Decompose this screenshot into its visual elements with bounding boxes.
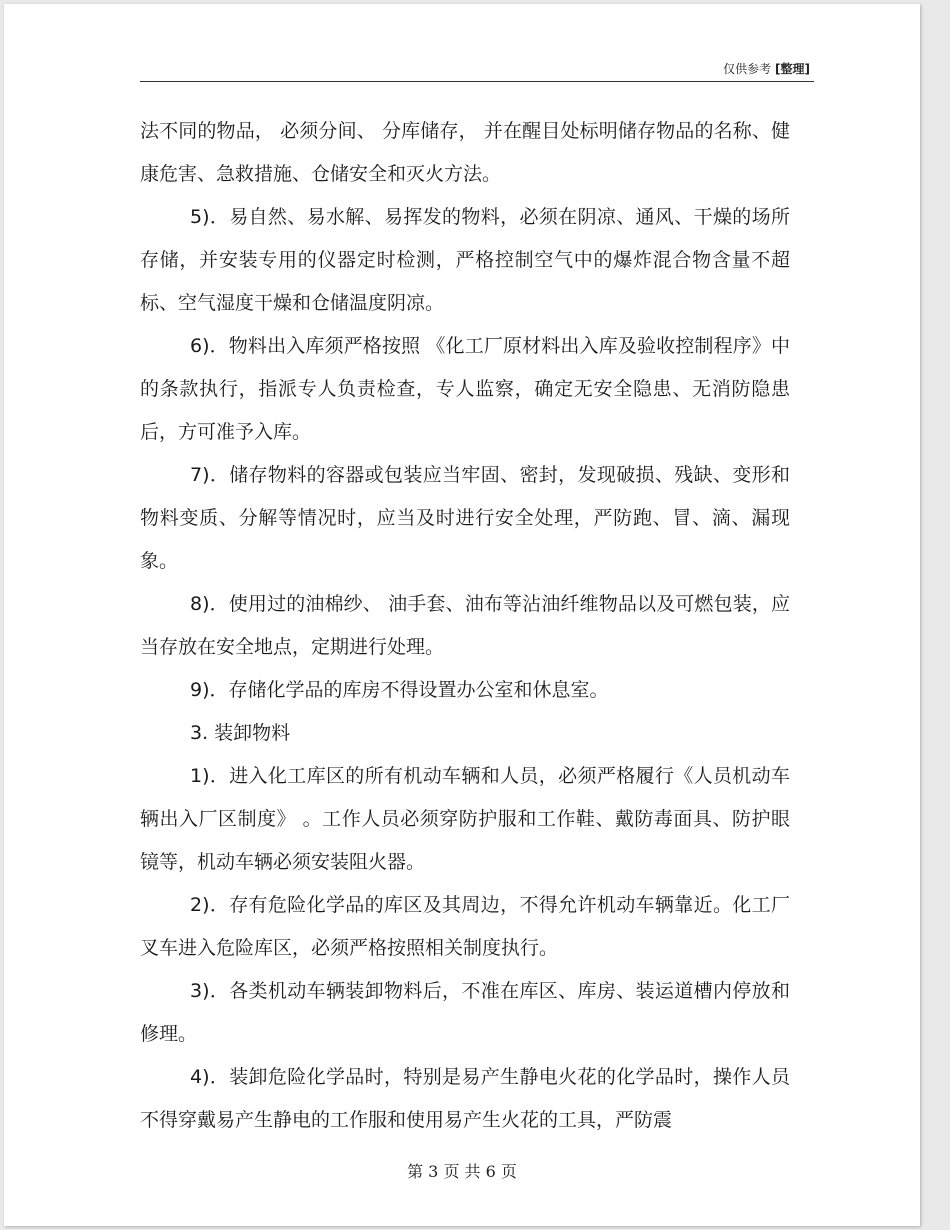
document-body [140,110,790,1142]
paragraph: 8)．使用过的油棉纱、 油手套、油布等沾油纤维物品以及可燃包装，应当存放在安全地点，定期进行处理。 [140,593,790,658]
page-header [723,60,810,77]
header-label: 仅供参考 [723,62,772,76]
page-footer: 第 3 页 共 6 页 [407,1162,517,1181]
header-tag: [整理] [775,62,810,76]
paragraph: 6)．物料出入库须严格按照 《化工厂原材料出入库及验收控制程序》中的条款执行，指派专人负责检查，专人监察，确定无安全隐患、无消防隐患后，方可准予入库。 [140,335,790,443]
paragraph: 3. 装卸物料 [190,722,291,744]
paragraph: 法不同的物品， 必须分间、 分库储存， 并在醒目处标明储存物品的名称、健康危害、急救措施、仓储安全和灭火方法。 [140,120,790,185]
document-page [4,4,920,1226]
paragraph: 1)．进入化工库区的所有机动车辆和人员，必须严格履行《人员机动车辆出入厂区制度》 。工作人员必须穿防护服和工作鞋、戴防毒面具、防护眼镜等，机动车辆必须安装阻火器。 [140,765,790,873]
paragraph: 3)．各类机动车辆装卸物料后，不准在库区、库房、装运道槽内停放和修理。 [140,980,790,1045]
paragraph: 9)．存储化学品的库房不得设置办公室和休息室。 [190,679,609,701]
paragraph: 5)．易自然、易水解、易挥发的物料，必须在阴凉、通风、干燥的场所存储，并安装专用的仪器定时检测，严格控制空气中的爆炸混合物含量不超标、空气湿度干燥和仓储温度阴凉。 [140,206,790,314]
paragraph: 4)．装卸危险化学品时，特别是易产生静电火花的化学品时，操作人员不得穿戴易产生静电的工作服和使用易产生火花的工具，严防震 [140,1066,790,1131]
paragraph: 7)．储存物料的容器或包装应当牢固、密封，发现破损、残缺、变形和物料变质、分解等情况时，应当及时进行安全处理，严防跑、冒、滴、漏现象。 [140,464,790,572]
header-divider [140,81,814,82]
paragraph: 2)．存有危险化学品的库区及其周边，不得允许机动车辆靠近。化工厂叉车进入危险库区，必须严格按照相关制度执行。 [140,894,790,959]
